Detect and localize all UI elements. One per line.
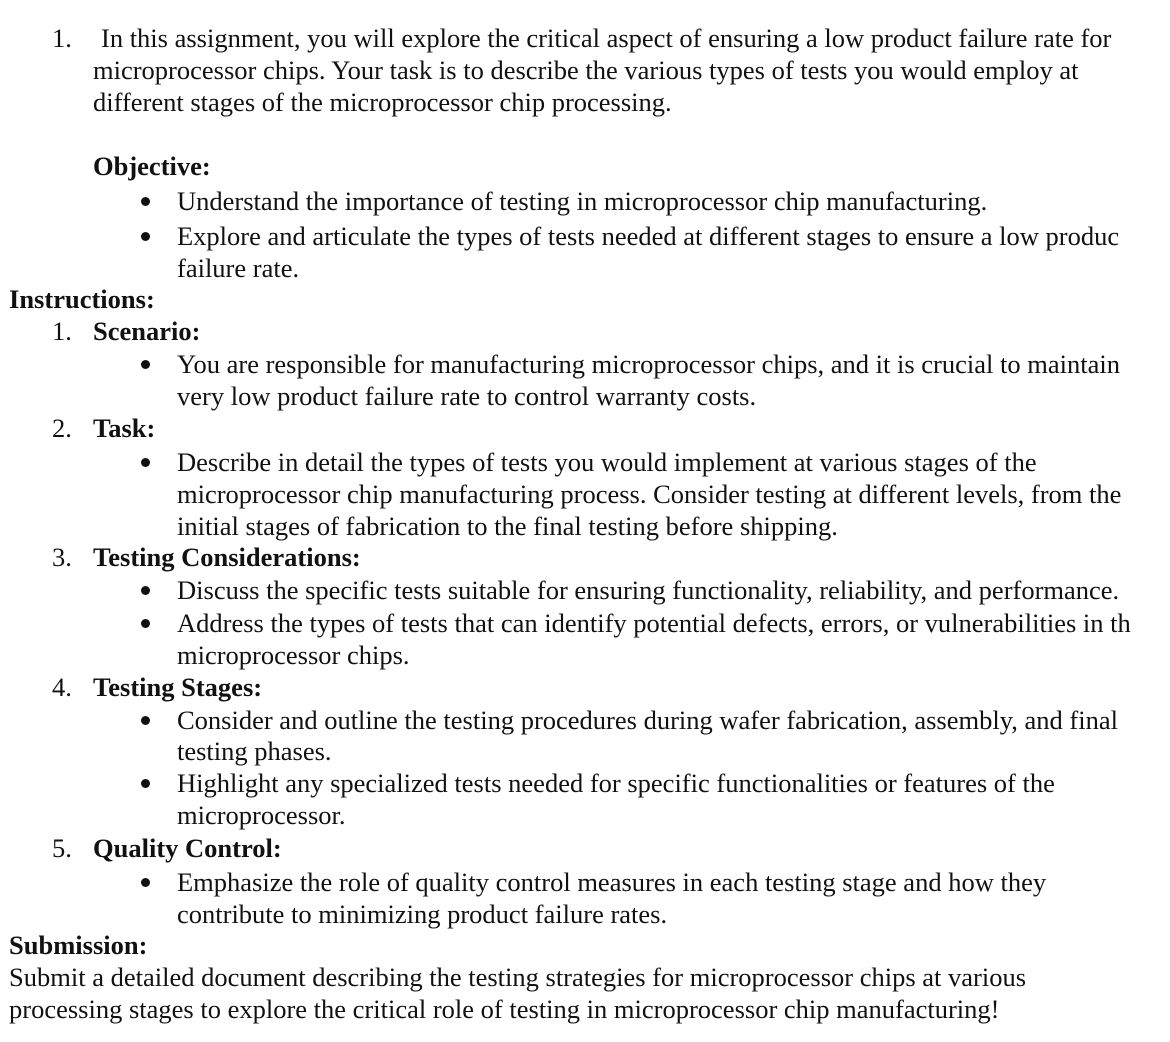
instruction-title-scenario: Scenario: <box>93 316 201 346</box>
task-bullet-line-3: initial stages of fabrication to the final testing before shipping. <box>177 511 838 541</box>
considerations-bullet-2-line-2: microprocessor chips. <box>177 640 410 670</box>
bullet-icon <box>141 232 150 241</box>
scenario-bullet-line-2: very low product failure rate to control warranty costs. <box>177 381 757 411</box>
objective-bullet-2-line-1: Explore and articulate the types of tests needed at different stages to ensure a low produc <box>177 221 1120 251</box>
instruction-number-1: 1. <box>52 316 72 346</box>
instruction-title-quality-control: Quality Control: <box>93 833 282 863</box>
objective-bullet-2-line-2: failure rate. <box>177 253 300 283</box>
instruction-number-3: 3. <box>52 542 72 572</box>
considerations-bullet-1: Discuss the specific tests suitable for ensuring functionality, reliability, and performance. <box>177 575 1120 605</box>
stages-bullet-1-line-2: testing phases. <box>177 736 332 766</box>
instructions-heading: Instructions: <box>9 284 155 314</box>
stages-bullet-1-line-1: Consider and outline the testing procedures during wafer fabrication, assembly, and final <box>177 705 1118 735</box>
bullet-icon <box>141 716 150 725</box>
submission-text-line-2: processing stages to explore the critical role of testing in microprocessor chip manufacturing! <box>9 994 1000 1024</box>
bullet-icon <box>141 878 150 887</box>
intro-number: 1. <box>52 23 72 53</box>
scenario-bullet-line-1: You are responsible for manufacturing microprocessor chips, and it is crucial to maintain <box>177 349 1120 379</box>
instruction-number-4: 4. <box>52 672 72 702</box>
quality-bullet-line-2: contribute to minimizing product failure rates. <box>177 899 668 929</box>
instruction-title-task: Task: <box>93 413 156 443</box>
stages-bullet-2-line-2: microprocessor. <box>177 800 346 830</box>
bullet-icon <box>141 458 150 467</box>
intro-text-line-1: In this assignment, you will explore the critical aspect of ensuring a low product failure rate for <box>101 23 1112 53</box>
bullet-icon <box>141 586 150 595</box>
quality-bullet-line-1: Emphasize the role of quality control measures in each testing stage and how they <box>177 867 1047 897</box>
submission-heading: Submission: <box>9 930 148 960</box>
intro-text-line-3: different stages of the microprocessor chip processing. <box>93 87 672 117</box>
bullet-icon <box>141 360 150 369</box>
objective-bullet-1: Understand the importance of testing in microprocessor chip manufacturing. <box>177 186 988 216</box>
objective-heading: Objective: <box>93 151 211 181</box>
instruction-title-testing-considerations: Testing Considerations: <box>93 542 361 572</box>
considerations-bullet-2-line-1: Address the types of tests that can identify potential defects, errors, or vulnerabilities in th <box>177 608 1131 638</box>
bullet-icon <box>141 779 150 788</box>
task-bullet-line-2: microprocessor chip manufacturing process. Consider testing at different levels, from the <box>177 479 1122 509</box>
bullet-icon <box>141 197 150 206</box>
instruction-number-2: 2. <box>52 413 72 443</box>
submission-text-line-1: Submit a detailed document describing the testing strategies for microprocessor chips at various <box>9 962 1027 992</box>
instruction-number-5: 5. <box>52 833 72 863</box>
intro-text-line-2: microprocessor chips. Your task is to describe the various types of tests you would employ at <box>93 55 1079 85</box>
instruction-title-testing-stages: Testing Stages: <box>93 672 263 702</box>
bullet-icon <box>141 619 150 628</box>
stages-bullet-2-line-1: Highlight any specialized tests needed for specific functionalities or features of the <box>177 768 1055 798</box>
task-bullet-line-1: Describe in detail the types of tests you would implement at various stages of the <box>177 447 1037 477</box>
